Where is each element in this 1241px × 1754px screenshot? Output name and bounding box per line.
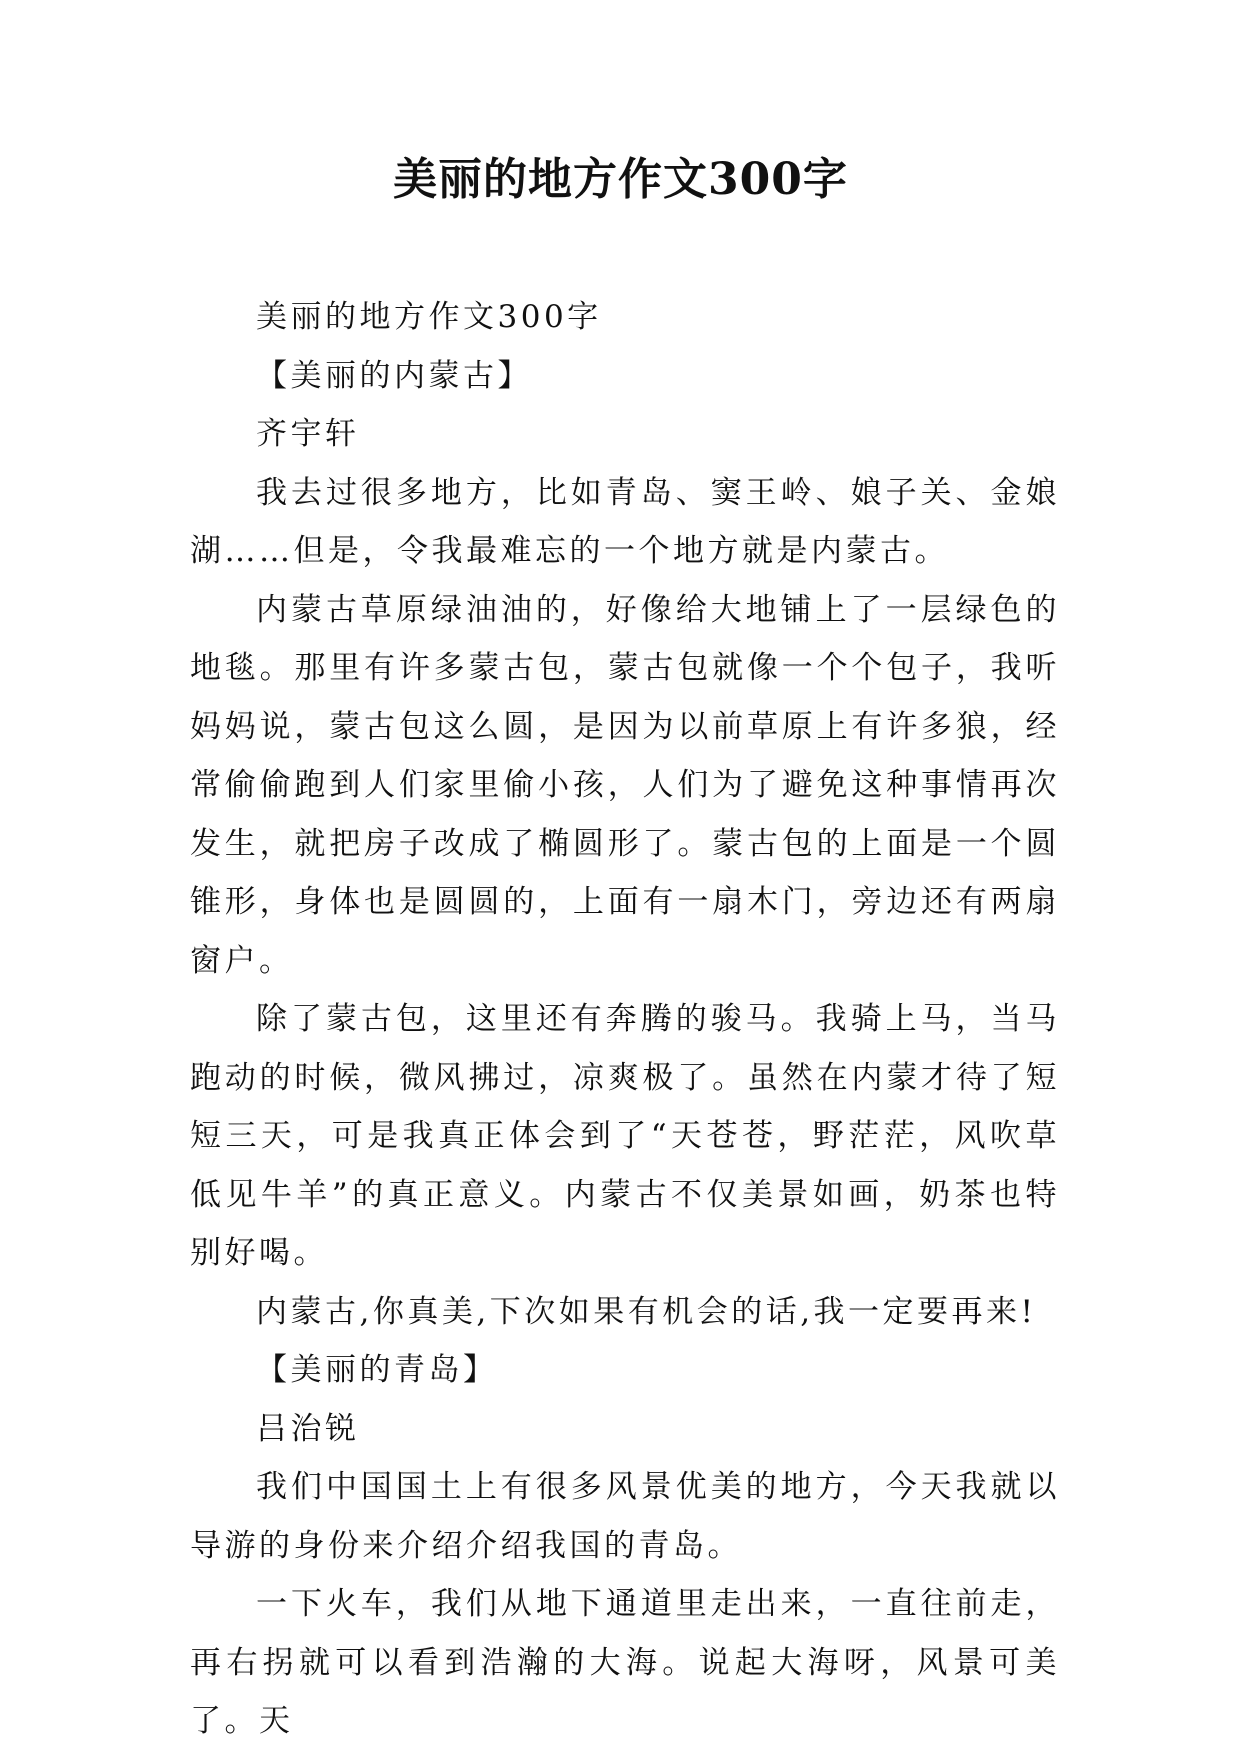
- body-paragraph: 我去过很多地方，比如青岛、窦王岭、娘子关、金娘湖……但是，令我最难忘的一个地方就是内蒙古。: [190, 474, 1060, 569]
- section-heading-qingdao: 【美丽的青岛】: [256, 1352, 498, 1388]
- document-body: [190, 288, 1060, 1751]
- body-paragraph: 除了蒙古包，这里还有奔腾的骏马。我骑上马，当马跑动的时候，微风拂过，凉爽极了。虽然在内蒙才待了短短三天，可是我真正体会到了“天苍苍，野茫茫，风吹草低见牛羊”的真正意义。内蒙古不仅美景如画，奶茶也特别好喝。: [190, 1001, 1060, 1271]
- body-paragraph: 内蒙古草原绿油油的，好像给大地铺上了一层绿色的地毯。那里有许多蒙古包，蒙古包就像一个个包子，我听妈妈说，蒙古包这么圆，是因为以前草原上有许多狼，经常偷偷跑到人们家里偷小孩，人们为了避免这种事情再次发生，就把房子改成了椭圆形了。蒙古包的上面是一个圆锥形，身体也是圆圆的，上面有一扇木门，旁边还有两扇窗户。: [190, 591, 1060, 979]
- author-name: 齐宇轩: [256, 416, 360, 452]
- body-paragraph: 我们中国国土上有很多风景优美的地方，今天我就以导游的身份来介绍介绍我国的青岛。: [190, 1469, 1060, 1564]
- body-paragraph: 一下火车，我们从地下通道里走出来，一直往前走，再右拐就可以看到浩瀚的大海。说起大海呀，风景可美了。天: [190, 1586, 1060, 1739]
- section-heading-inner-mongolia: 【美丽的内蒙古】: [256, 357, 532, 394]
- essay-heading: 美丽的地方作文300字: [256, 299, 602, 335]
- author-name: 吕治锐: [256, 1410, 360, 1447]
- body-paragraph: 内蒙古,你真美,下次如果有机会的话,我一定要再来!: [256, 1293, 1037, 1330]
- document-title: 美丽的地方作文300字: [393, 154, 848, 205]
